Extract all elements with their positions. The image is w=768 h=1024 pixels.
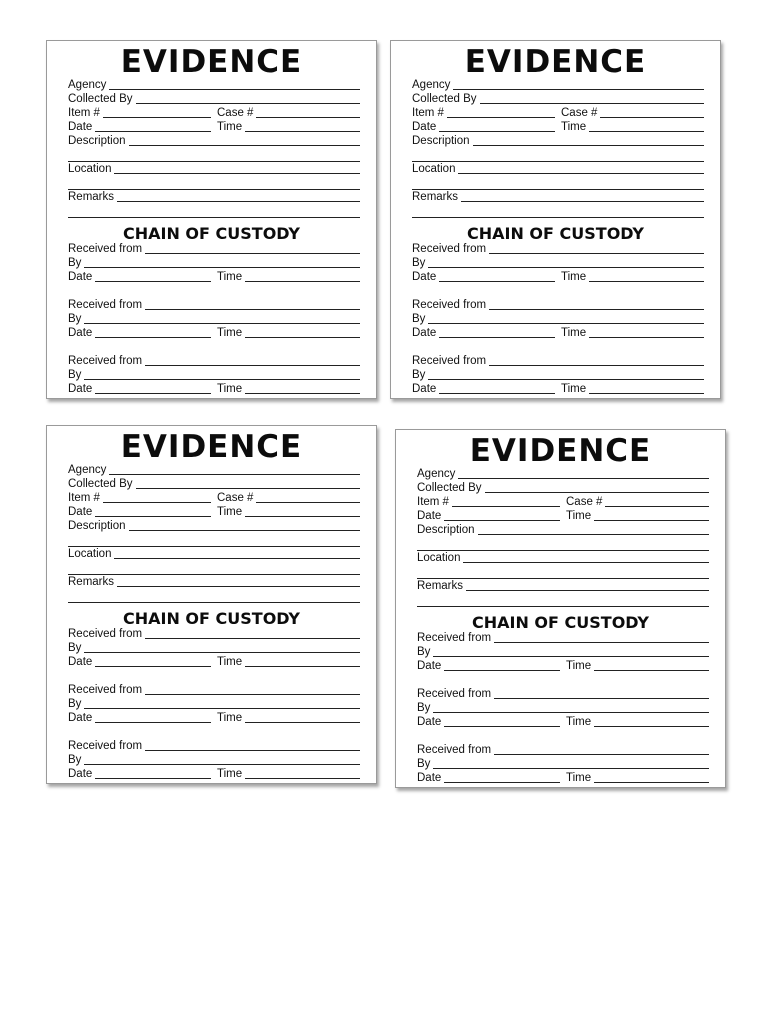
received-from-row-label: Received from	[68, 684, 143, 696]
custody-time-field[interactable]	[589, 326, 704, 338]
custody-date-field-label: Date	[68, 383, 93, 395]
received-from-field[interactable]	[145, 354, 360, 366]
collected-by-row	[68, 477, 360, 491]
remarks-row	[68, 190, 360, 204]
by-row-label: By	[417, 702, 431, 714]
case-number-field-label: Case #	[561, 107, 598, 119]
case-number-field[interactable]	[256, 491, 360, 503]
evidence-label	[395, 429, 726, 788]
received-from-row-label: Received from	[412, 243, 487, 255]
custody-time-field[interactable]	[594, 771, 709, 783]
received-from-field[interactable]	[145, 739, 360, 751]
custody-time-field[interactable]	[245, 270, 360, 282]
collected-by-row-label: Collected By	[68, 478, 133, 490]
location-field[interactable]	[463, 551, 709, 563]
custody-date-time-row	[417, 715, 709, 729]
custody-date-field[interactable]	[95, 326, 211, 338]
case-number-field[interactable]	[600, 106, 704, 118]
custody-date-field[interactable]	[444, 715, 560, 727]
custody-time-field-label: Time	[217, 768, 243, 780]
agency-row-label: Agency	[68, 79, 107, 91]
custody-date-time-row	[412, 326, 704, 340]
custody-date-time-row	[412, 382, 704, 396]
item-case-row	[417, 495, 709, 509]
time-field[interactable]	[589, 120, 704, 132]
custody-date-field-label: Date	[417, 716, 442, 728]
date-time-row	[68, 120, 360, 134]
case-number-field[interactable]	[605, 495, 709, 507]
description-row	[68, 519, 360, 533]
description-row-label: Description	[412, 135, 470, 147]
received-from-field[interactable]	[489, 354, 704, 366]
agency-row	[417, 467, 709, 481]
item-case-row	[68, 106, 360, 120]
time-field[interactable]	[245, 120, 360, 132]
custody-date-field[interactable]	[444, 659, 560, 671]
description-field[interactable]	[129, 519, 360, 531]
date-field[interactable]	[444, 509, 560, 521]
by-row-label: By	[412, 369, 426, 381]
custody-time-field-label: Time	[561, 383, 587, 395]
chain-of-custody-title: CHAIN OF CUSTODY	[466, 224, 644, 243]
date-time-row	[68, 505, 360, 519]
received-from-field[interactable]	[489, 242, 704, 254]
remarks-field[interactable]	[117, 575, 360, 587]
item-case-row	[412, 106, 704, 120]
description-field[interactable]	[473, 134, 704, 146]
date-field-label: Date	[68, 121, 93, 133]
custody-date-field-label: Date	[68, 327, 93, 339]
by-row-label: By	[412, 257, 426, 269]
custody-date-field-label: Date	[417, 772, 442, 784]
by-row-label: By	[68, 642, 82, 654]
location-row-label: Location	[68, 548, 112, 560]
custody-time-field[interactable]	[594, 715, 709, 727]
location-row	[417, 551, 709, 565]
by-row-label: By	[68, 698, 82, 710]
by-row	[68, 312, 360, 326]
location-row-label: Location	[412, 163, 456, 175]
by-row	[417, 757, 709, 771]
description-row	[417, 523, 709, 537]
received-from-row	[68, 354, 360, 368]
custody-time-field[interactable]	[589, 270, 704, 282]
remarks-extra-line[interactable]	[412, 217, 704, 218]
case-number-field-label: Case #	[217, 492, 254, 504]
by-field[interactable]	[428, 368, 704, 380]
date-field-label: Date	[417, 510, 442, 522]
by-row-label: By	[417, 646, 431, 658]
received-from-row	[417, 743, 709, 757]
received-from-row	[68, 242, 360, 256]
custody-date-field[interactable]	[95, 767, 211, 779]
remarks-extra-line[interactable]	[68, 602, 360, 603]
agency-row-label: Agency	[417, 468, 456, 480]
time-field[interactable]	[245, 505, 360, 517]
received-from-row-label: Received from	[417, 744, 492, 756]
received-from-field[interactable]	[145, 298, 360, 310]
description-field[interactable]	[129, 134, 360, 146]
item-number-field-label: Item #	[68, 107, 100, 119]
by-row	[68, 641, 360, 655]
custody-time-field[interactable]	[245, 326, 360, 338]
custody-time-field-label: Time	[217, 712, 243, 724]
custody-time-field-label: Time	[217, 327, 243, 339]
by-field[interactable]	[84, 256, 360, 268]
custody-time-field-label: Time	[217, 383, 243, 395]
by-row-label: By	[68, 313, 82, 325]
time-field-label: Time	[561, 121, 587, 133]
date-field[interactable]	[439, 120, 555, 132]
remarks-row	[68, 575, 360, 589]
custody-time-field-label: Time	[561, 327, 587, 339]
remarks-field[interactable]	[117, 190, 360, 202]
custody-date-time-row	[412, 270, 704, 284]
collected-by-row	[412, 92, 704, 106]
remarks-field[interactable]	[466, 579, 709, 591]
received-from-row	[412, 354, 704, 368]
collected-by-row-label: Collected By	[417, 482, 482, 494]
by-row	[412, 368, 704, 382]
by-row-label: By	[68, 754, 82, 766]
collected-by-row-label: Collected By	[412, 93, 477, 105]
location-row	[412, 162, 704, 176]
custody-date-field-label: Date	[417, 660, 442, 672]
description-field[interactable]	[478, 523, 709, 535]
agency-row-label: Agency	[68, 464, 107, 476]
custody-date-time-row	[68, 711, 360, 725]
custody-date-field-label: Date	[412, 383, 437, 395]
case-number-field-label: Case #	[217, 107, 254, 119]
collected-by-row	[68, 92, 360, 106]
custody-date-time-row	[68, 382, 360, 396]
evidence-label	[46, 425, 377, 784]
date-time-row	[417, 509, 709, 523]
received-from-field[interactable]	[494, 687, 709, 699]
item-number-field-label: Item #	[68, 492, 100, 504]
custody-time-field[interactable]	[589, 382, 704, 394]
custody-time-field-label: Time	[217, 271, 243, 283]
received-from-row-label: Received from	[417, 688, 492, 700]
remarks-row-label: Remarks	[417, 580, 464, 592]
remarks-extra-line[interactable]	[417, 606, 709, 607]
remarks-extra-line[interactable]	[68, 217, 360, 218]
received-from-field[interactable]	[145, 242, 360, 254]
collected-by-field[interactable]	[485, 481, 709, 493]
custody-date-time-row	[417, 659, 709, 673]
custody-date-field[interactable]	[444, 771, 560, 783]
remarks-row	[417, 579, 709, 593]
custody-date-field-label: Date	[412, 327, 437, 339]
received-from-row-label: Received from	[417, 632, 492, 644]
custody-date-time-row	[68, 655, 360, 669]
received-from-row	[417, 631, 709, 645]
date-field[interactable]	[95, 120, 211, 132]
date-field-label: Date	[68, 506, 93, 518]
custody-date-field-label: Date	[68, 271, 93, 283]
custody-date-time-row	[68, 270, 360, 284]
custody-date-field-label: Date	[68, 768, 93, 780]
remarks-row	[412, 190, 704, 204]
case-number-field[interactable]	[256, 106, 360, 118]
date-field-label: Date	[412, 121, 437, 133]
agency-field[interactable]	[109, 463, 360, 475]
received-from-row-label: Received from	[68, 628, 143, 640]
location-row	[68, 162, 360, 176]
location-field[interactable]	[458, 162, 704, 174]
received-from-field[interactable]	[489, 298, 704, 310]
by-field[interactable]	[84, 753, 360, 765]
by-row	[412, 256, 704, 270]
by-field[interactable]	[84, 312, 360, 324]
custody-date-field[interactable]	[439, 270, 555, 282]
received-from-row	[412, 298, 704, 312]
agency-row-label: Agency	[412, 79, 451, 91]
location-field[interactable]	[114, 547, 360, 559]
location-row	[68, 547, 360, 561]
custody-date-field[interactable]	[95, 382, 211, 394]
agency-row	[68, 78, 360, 92]
received-from-row	[417, 687, 709, 701]
custody-date-field[interactable]	[95, 270, 211, 282]
by-row	[68, 368, 360, 382]
by-row-label: By	[417, 758, 431, 770]
remarks-row-label: Remarks	[68, 576, 115, 588]
item-number-field-label: Item #	[412, 107, 444, 119]
location-field[interactable]	[114, 162, 360, 174]
remarks-row-label: Remarks	[68, 191, 115, 203]
date-time-row	[412, 120, 704, 134]
chain-of-custody-title: CHAIN OF CUSTODY	[122, 609, 300, 628]
agency-row	[412, 78, 704, 92]
evidence-title: EVIDENCE	[464, 44, 647, 80]
custody-time-field[interactable]	[594, 659, 709, 671]
custody-time-field[interactable]	[245, 655, 360, 667]
custody-time-field-label: Time	[566, 716, 592, 728]
collected-by-row	[417, 481, 709, 495]
custody-date-field[interactable]	[439, 382, 555, 394]
by-field[interactable]	[428, 312, 704, 324]
by-field[interactable]	[84, 697, 360, 709]
received-from-row	[412, 242, 704, 256]
item-number-field[interactable]	[103, 491, 211, 503]
custody-date-field[interactable]	[439, 326, 555, 338]
evidence-title: EVIDENCE	[469, 433, 652, 469]
remarks-row-label: Remarks	[412, 191, 459, 203]
agency-field[interactable]	[458, 467, 709, 479]
custody-date-time-row	[68, 326, 360, 340]
custody-time-field-label: Time	[217, 656, 243, 668]
item-case-row	[68, 491, 360, 505]
custody-time-field-label: Time	[566, 660, 592, 672]
by-field[interactable]	[428, 256, 704, 268]
custody-date-field-label: Date	[412, 271, 437, 283]
description-row	[68, 134, 360, 148]
received-from-row-label: Received from	[412, 355, 487, 367]
custody-date-field-label: Date	[68, 656, 93, 668]
received-from-row	[68, 627, 360, 641]
description-row	[412, 134, 704, 148]
evidence-label	[390, 40, 721, 399]
by-row-label: By	[68, 257, 82, 269]
description-row-label: Description	[68, 520, 126, 532]
custody-time-field[interactable]	[245, 767, 360, 779]
evidence-title: EVIDENCE	[120, 44, 303, 80]
location-row-label: Location	[68, 163, 112, 175]
item-number-field[interactable]	[447, 106, 555, 118]
chain-of-custody-title: CHAIN OF CUSTODY	[122, 224, 300, 243]
custody-time-field-label: Time	[561, 271, 587, 283]
received-from-row	[68, 739, 360, 753]
by-row	[412, 312, 704, 326]
custody-date-time-row	[417, 771, 709, 785]
by-row-label: By	[68, 369, 82, 381]
received-from-field[interactable]	[494, 743, 709, 755]
evidence-label	[46, 40, 377, 399]
custody-date-field[interactable]	[95, 711, 211, 723]
case-number-field-label: Case #	[566, 496, 603, 508]
received-from-row-label: Received from	[68, 299, 143, 311]
agency-row	[68, 463, 360, 477]
by-row	[68, 753, 360, 767]
by-field[interactable]	[433, 757, 709, 769]
custody-date-field[interactable]	[95, 655, 211, 667]
custody-time-field-label: Time	[566, 772, 592, 784]
received-from-row-label: Received from	[68, 740, 143, 752]
time-field-label: Time	[217, 506, 243, 518]
received-from-row	[68, 683, 360, 697]
agency-field[interactable]	[109, 78, 360, 90]
time-field-label: Time	[217, 121, 243, 133]
time-field-label: Time	[566, 510, 592, 522]
received-from-field[interactable]	[145, 627, 360, 639]
collected-by-row-label: Collected By	[68, 93, 133, 105]
by-field[interactable]	[433, 701, 709, 713]
by-row	[417, 701, 709, 715]
received-from-row-label: Received from	[68, 355, 143, 367]
by-row	[417, 645, 709, 659]
item-number-field-label: Item #	[417, 496, 449, 508]
evidence-title: EVIDENCE	[120, 429, 303, 465]
received-from-row-label: Received from	[412, 299, 487, 311]
custody-time-field[interactable]	[245, 711, 360, 723]
custody-date-time-row	[68, 767, 360, 781]
location-row-label: Location	[417, 552, 461, 564]
collected-by-field[interactable]	[480, 92, 704, 104]
received-from-field[interactable]	[145, 683, 360, 695]
by-row	[68, 697, 360, 711]
custody-date-field-label: Date	[68, 712, 93, 724]
item-number-field[interactable]	[452, 495, 560, 507]
by-field[interactable]	[433, 645, 709, 657]
by-field[interactable]	[84, 641, 360, 653]
remarks-field[interactable]	[461, 190, 704, 202]
item-number-field[interactable]	[103, 106, 211, 118]
agency-field[interactable]	[453, 78, 704, 90]
custody-time-field[interactable]	[245, 382, 360, 394]
collected-by-field[interactable]	[136, 92, 360, 104]
collected-by-field[interactable]	[136, 477, 360, 489]
by-row	[68, 256, 360, 270]
by-field[interactable]	[84, 368, 360, 380]
by-row-label: By	[412, 313, 426, 325]
description-row-label: Description	[68, 135, 126, 147]
time-field[interactable]	[594, 509, 709, 521]
received-from-row-label: Received from	[68, 243, 143, 255]
description-row-label: Description	[417, 524, 475, 536]
received-from-field[interactable]	[494, 631, 709, 643]
received-from-row	[68, 298, 360, 312]
chain-of-custody-title: CHAIN OF CUSTODY	[471, 613, 649, 632]
date-field[interactable]	[95, 505, 211, 517]
